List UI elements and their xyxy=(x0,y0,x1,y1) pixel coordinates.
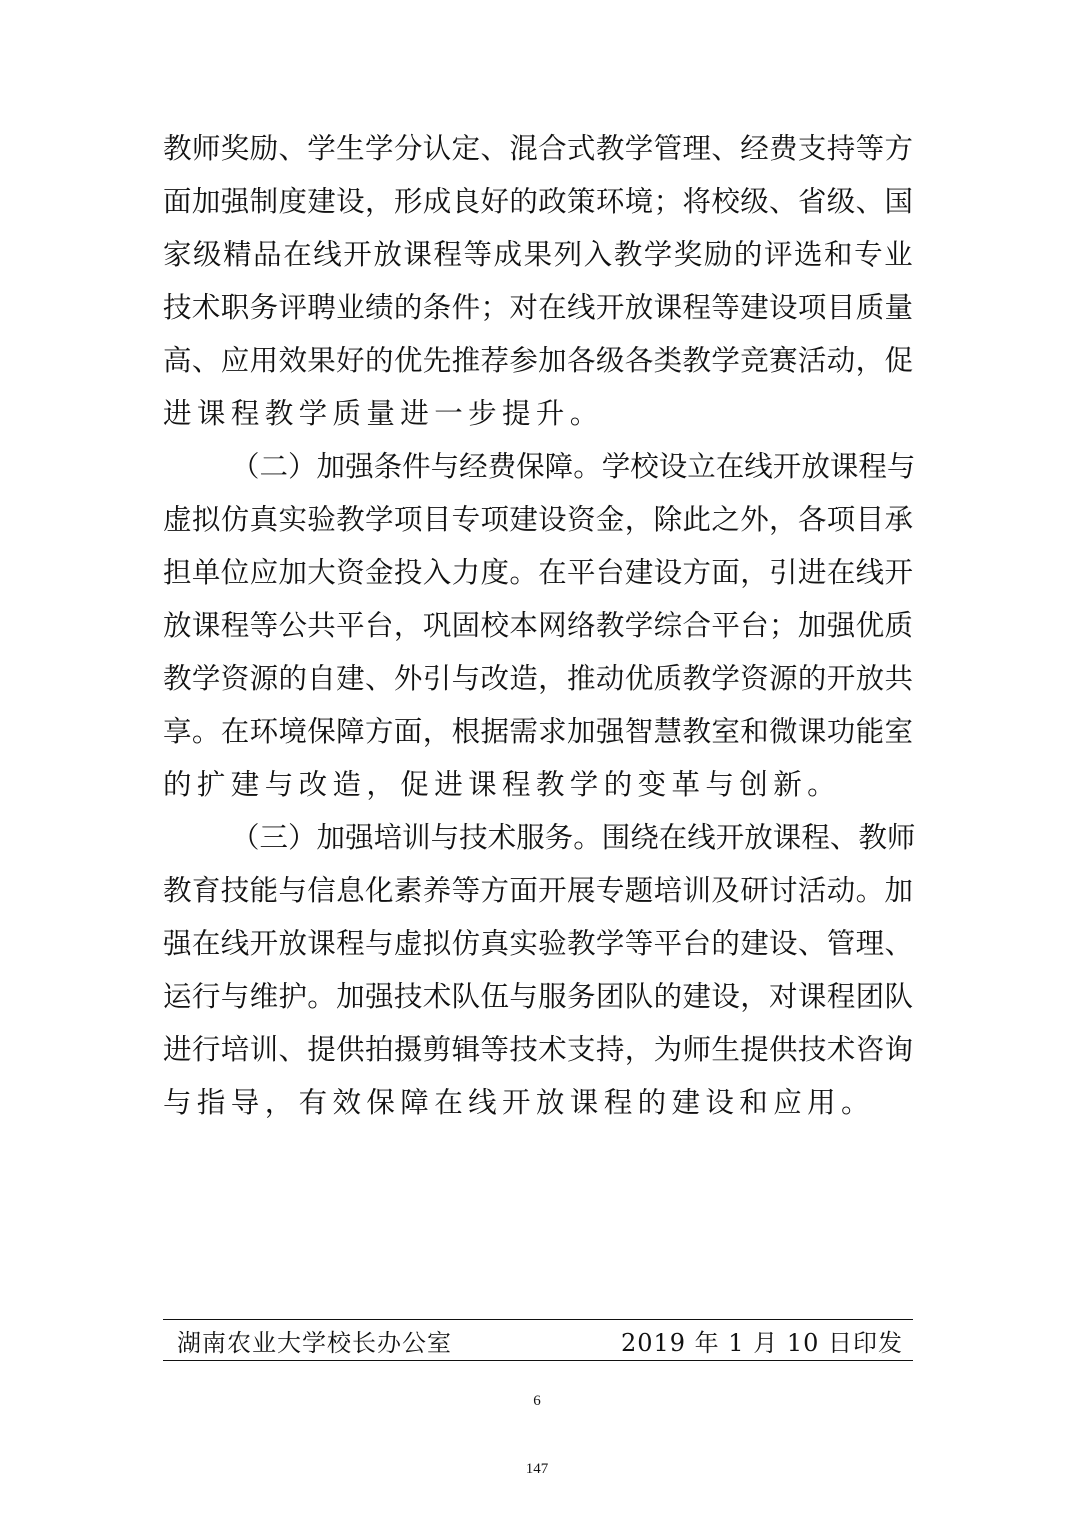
body-text xyxy=(163,122,916,1129)
text-line: 进课程教学质量进一步提升。 xyxy=(163,397,604,430)
text-line: 享 。 在 环 境 保 障 方 面 ， 根 据 需 求 加 强 智 慧 教 室 和 微 课 功 能 室 xyxy=(163,715,913,748)
footer-imprint xyxy=(163,1321,913,1359)
section-heading-line: （ 三 ） 加 强 培 训 与 技 术 服 务 。 围 绕 在 线 开 放 课 程 、 教 师 xyxy=(231,821,916,854)
text-line: 与指导，有效保障在线开放课程的建设和应用。 xyxy=(163,1086,875,1119)
footer-date: 2019 年 1 月 10 日印发 xyxy=(620,1328,903,1357)
section-heading-line: （ 二 ） 加 强 条 件 与 经 费 保 障 。 学 校 设 立 在 线 开 放 课 程 与 xyxy=(231,450,916,483)
text-line: 高 、 应 用 效 果 好 的 优 先 推 荐 参 加 各 级 各 类 教 学 竞 赛 活 动 ， 促 xyxy=(163,344,913,377)
document-page-number: 147 xyxy=(525,1461,549,1477)
text-line: 虚 拟 仿 真 实 验 教 学 项 目 专 项 建 设 资 金 ， 除 此 之 外 ， 各 项 目 承 xyxy=(163,503,913,536)
text-line: 教 学 资 源 的 自 建 、 外 引 与 改 造 ， 推 动 优 质 教 学 资 源 的 开 放 共 xyxy=(163,662,913,695)
text-line: 的扩建与改造，促进课程教学的变革与创新。 xyxy=(163,768,842,801)
page-number: 6 xyxy=(533,1393,541,1409)
text-line: 运 行 与 维 护 。 加 强 技 术 队 伍 与 服 务 团 队 的 建 设 ， 对 课 程 团 队 xyxy=(163,980,913,1013)
footer-issuer: 湖南农业大学校长办公室 xyxy=(177,1328,452,1357)
text-line: 面 加 强 制 度 建 设 ， 形 成 良 好 的 政 策 环 境 ； 将 校 级 、 省 级 、 国 xyxy=(163,185,913,218)
text-line: 放 课 程 等 公 共 平 台 ， 巩 固 校 本 网 络 教 学 综 合 平 台 ； 加 强 优 质 xyxy=(163,609,913,642)
text-line: 进 行 培 训 、 提 供 拍 摄 剪 辑 等 技 术 支 持 ， 为 师 生 提 供 技 术 咨 询 xyxy=(163,1033,913,1066)
text-line: 教 育 技 能 与 信 息 化 素 养 等 方 面 开 展 专 题 培 训 及 研 讨 活 动 。 加 xyxy=(163,874,913,907)
footer-bottom-rule xyxy=(163,1360,913,1361)
text-line: 强 在 线 开 放 课 程 与 虚 拟 仿 真 实 验 教 学 等 平 台 的 建 设 、 管 理 、 xyxy=(163,927,913,960)
footer-top-rule xyxy=(163,1319,913,1320)
text-line: 教 师 奖 励 、 学 生 学 分 认 定 、 混 合 式 教 学 管 理 、 经 费 支 持 等 方 xyxy=(163,132,913,165)
text-line: 家 级 精 品 在 线 开 放 课 程 等 成 果 列 入 教 学 奖 励 的 评 选 和 专 业 xyxy=(163,238,913,271)
text-line: 技 术 职 务 评 聘 业 绩 的 条 件 ； 对 在 线 开 放 课 程 等 建 设 项 目 质 量 xyxy=(163,291,913,324)
text-line: 担 单 位 应 加 大 资 金 投 入 力 度 。 在 平 台 建 设 方 面 ， 引 进 在 线 开 xyxy=(163,556,913,589)
